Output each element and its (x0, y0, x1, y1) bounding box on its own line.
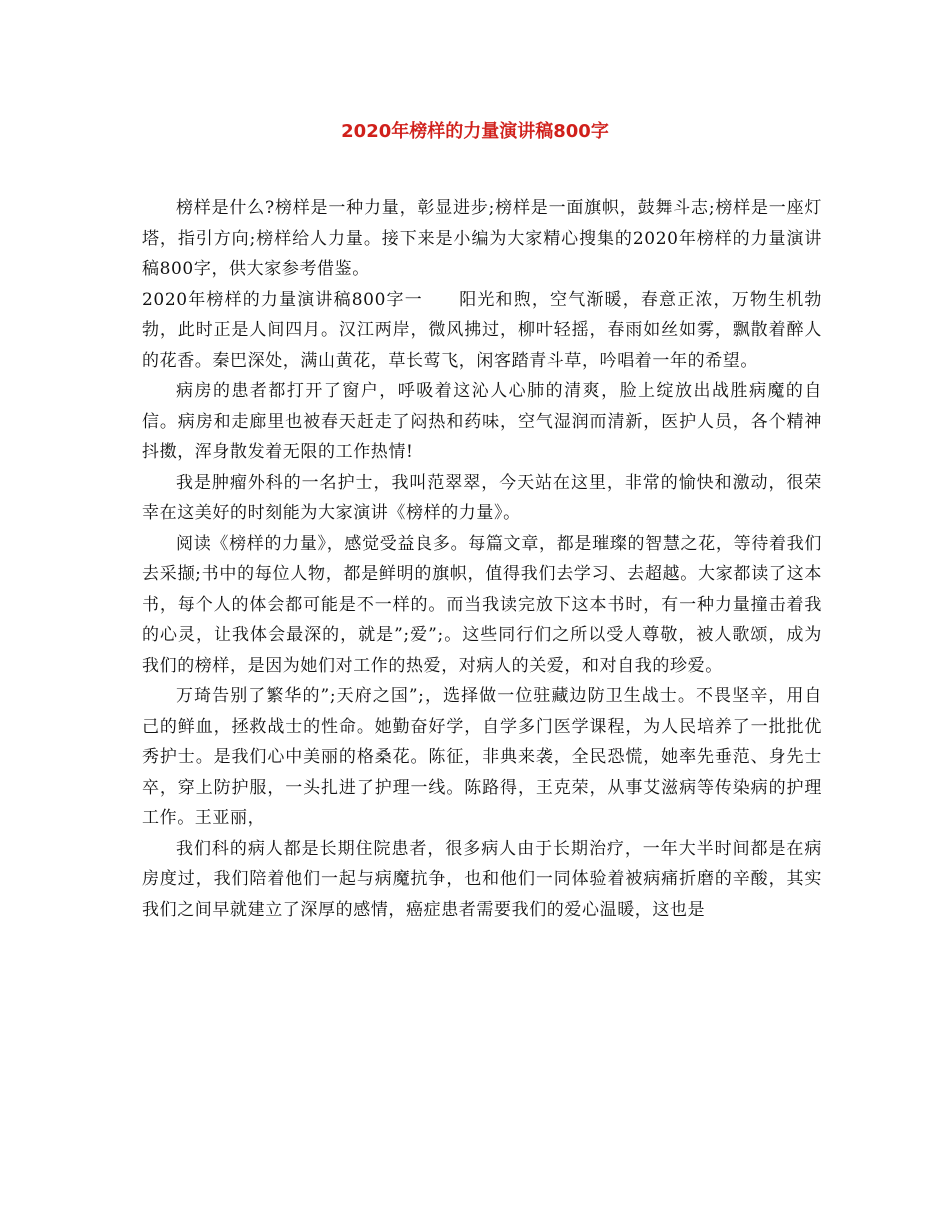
paragraph-intro: 榜样是什么?榜样是一种力量，彰显进步;榜样是一面旗帜，鼓舞斗志;榜样是一座灯塔，指引方向;榜样给人力量。接下来是小编为大家精心搜集的2020年榜样的力量演讲稿800字，供大家参考借鉴。 (142, 198, 822, 279)
paragraph-role-models: 万琦告别了繁华的”;天府之国”;，选择做一位驻藏边防卫生战士。不畏坚辛，用自己的鲜血，拯救战士的性命。她勤奋好学，自学多门医学课程，为人民培养了一批批优秀护士。是我们心中美丽的格桑花。陈征，非典来袭，全民恐慌，她率先垂范、身先士卒，穿上防护服，一头扎进了护理一线。陈路得，王克荣，从事艾滋病等传染病的护理工作。王亚丽， (142, 686, 822, 828)
paragraph-self-intro: 我是肿瘤外科的一名护士，我叫范翠翠，今天站在这里，非常的愉快和激动，很荣幸在这美好的时刻能为大家演讲《榜样的力量》。 (142, 472, 822, 523)
paragraph-reading: 阅读《榜样的力量》，感觉受益良多。每篇文章，都是璀璨的智慧之花，等待着我们去采撷;书中的每位人物，都是鲜明的旗帜，值得我们去学习、去超越。大家都读了这本书，每个人的体会都可能是不一样的。而当我读完放下这本书时，有一种力量撞击着我的心灵，让我体会最深的，就是”;爱”;。这些同行们之所以受人尊敬，被人歌颂，成为我们的榜样，是因为她们对工作的热爱，对病人的关爱，和对自我的珍爱。 (142, 533, 822, 676)
document-body (142, 193, 822, 925)
paragraph-patients: 我们科的病人都是长期住院患者，很多病人由于长期治疗，一年大半时间都是在病房度过，我们陪着他们一起与病魔抗争，也和他们一同体验着被病痛折磨的辛酸，其实我们之间早就建立了深厚的感情，癌症患者需要我们的爱心温暖，这也是 (142, 838, 822, 920)
paragraph-heading-spring: 2020年榜样的力量演讲稿800字一 阳光和煦，空气渐暖，春意正浓，万物生机勃勃，此时正是人间四月。汉江两岸，微风拂过，柳叶轻摇，春雨如丝如雾，飘散着醉人的花香。秦巴深处，满山黄花，草长莺飞，闲客踏青斗草，吟唱着一年的希望。 (142, 289, 822, 371)
document-title: 2020年榜样的力量演讲稿800字 (341, 121, 609, 142)
paragraph-ward: 病房的患者都打开了窗户，呼吸着这沁人心肺的清爽，脸上绽放出战胜病魔的自信。病房和走廊里也被春天赶走了闷热和药味，空气湿润而清新，医护人员，各个精神抖擞，浑身散发着无限的工作热情! (142, 381, 822, 462)
